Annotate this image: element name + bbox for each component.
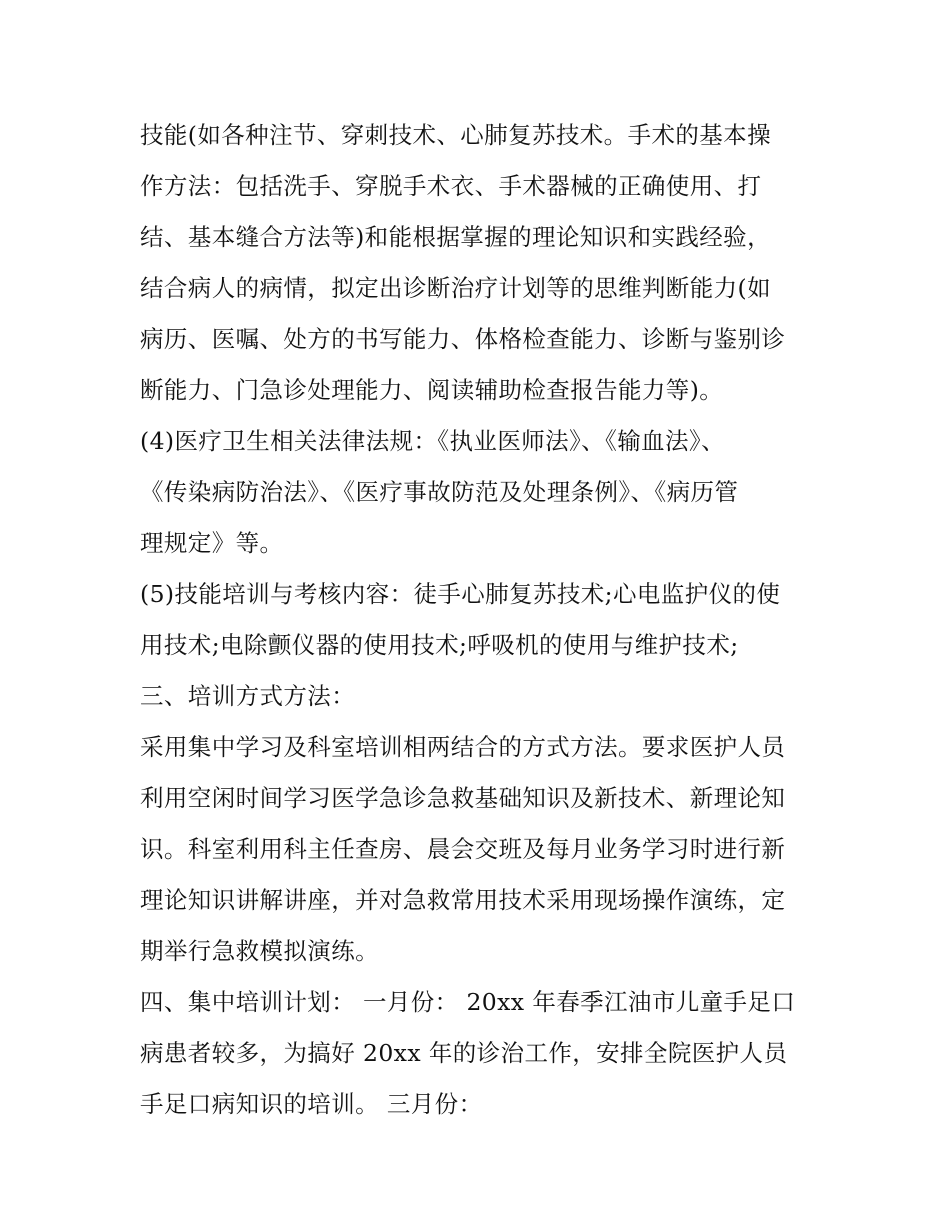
text-line: 《传染病防治法》、《医疗事故防范及处理条例》、《病历管 (140, 478, 739, 506)
text-line: 技能(如各种注节、穿刺技术、心肺复苏技术。手术的基本操 (140, 121, 771, 149)
text-line: 作方法：包括洗手、穿脱手术衣、手术器械的正确使用、打 (140, 172, 762, 200)
text-line: 识。科室利用科主任查房、晨会交班及每月业务学习时进行新 (140, 835, 786, 863)
text-line: 期举行急救模拟演练。 (140, 937, 379, 965)
text-line: 断能力、门急诊处理能力、阅读辅助检查报告能力等)。 (140, 376, 724, 404)
text-line: 理规定》等。 (140, 529, 284, 557)
text-line: 病患者较多，为搞好 20xx 年的诊治工作，安排全院医护人员 (140, 1039, 788, 1067)
section-heading: 三、培训方式方法： (140, 682, 356, 710)
text-line: 结合病人的病情，拟定出诊断治疗计划等的思维判断能力(如 (140, 274, 771, 302)
text-line: 理论知识讲解讲座，并对急救常用技术采用现场操作演练，定 (140, 886, 786, 914)
text-line: 手足口病知识的培训。 三月份： (140, 1090, 483, 1118)
text-line: 四、集中培训计划： 一月份： 20xx 年春季江油市儿童手足口 (140, 988, 796, 1016)
text-line: (4)医疗卫生相关法律法规：《执业医师法》、《输血法》、 (140, 427, 725, 455)
text-line: 结、基本缝合方法等)和能根据掌握的理论知识和实践经验， (140, 223, 771, 251)
text-line: 病历、医嘱、处方的书写能力、体格检查能力、诊断与鉴别诊 (140, 325, 786, 353)
text-line: 利用空闲时间学习医学急诊急救基础知识及新技术、新理论知 (140, 784, 786, 812)
text-line: 用技术;电除颤仪器的使用技术;呼吸机的使用与维护技术; (140, 631, 739, 659)
text-line: 采用集中学习及科室培训相两结合的方式方法。要求医护人员 (140, 733, 786, 761)
document-body (140, 110, 820, 1130)
text-line: (5)技能培训与考核内容：徒手心肺复苏技术;心电监护仪的使 (140, 580, 781, 608)
